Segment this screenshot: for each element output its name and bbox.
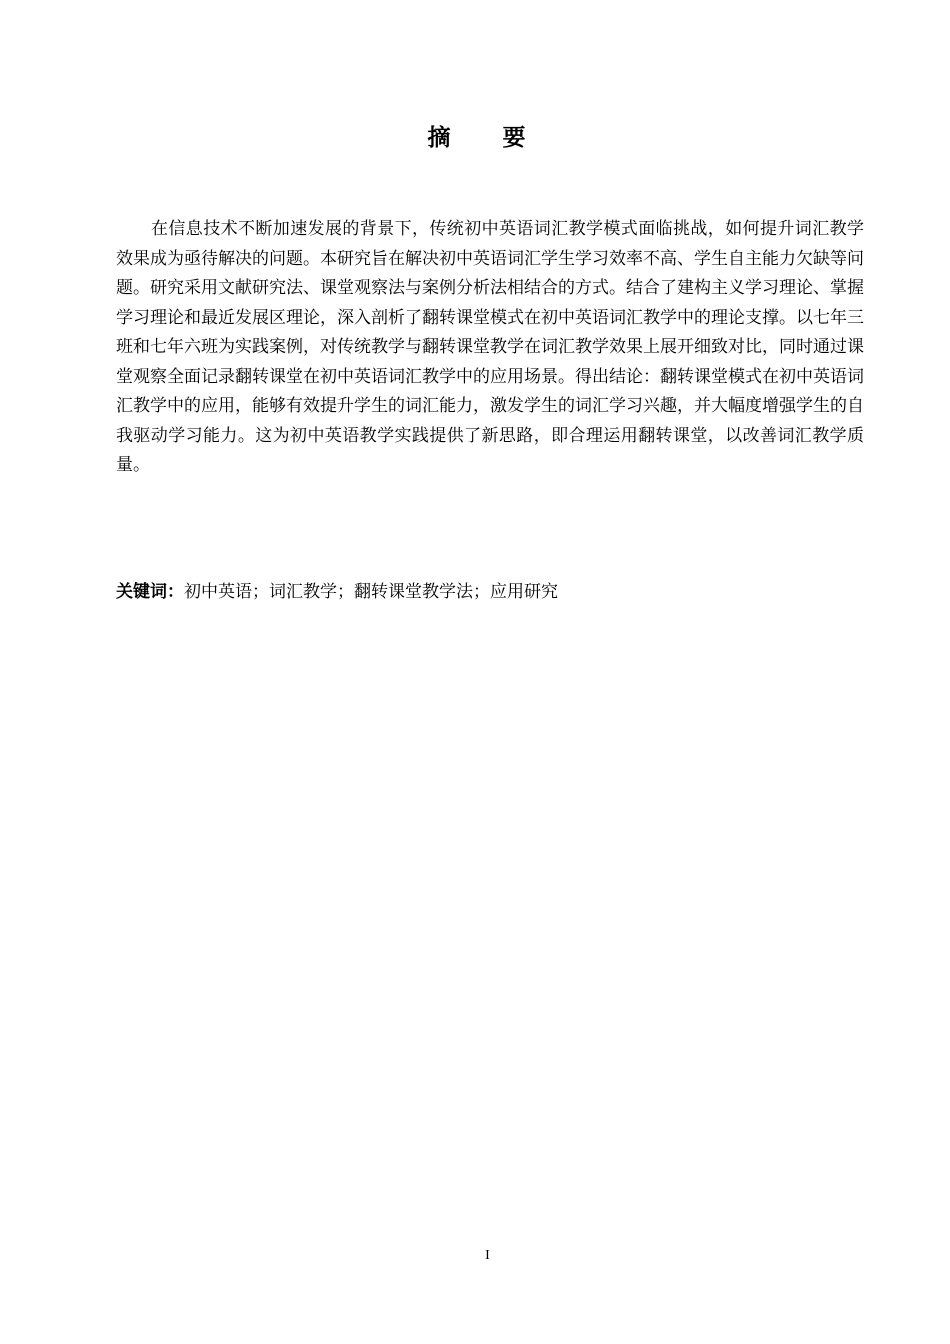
page-title: 摘 要 [427,125,548,151]
page-number: I [485,1248,490,1263]
keywords-line [116,578,864,607]
keywords-list: 初中英语；词汇教学；翻转课堂教学法；应用研究 [184,582,558,602]
abstract-paragraph: 在信息技术不断加速发展的背景下，传统初中英语词汇教学模式面临挑战，如何提升词汇教学效果成为亟待解决的问题。本研究旨在解决初中英语词汇学生学习效率不高、学生自主能力欠缺等问题。研究采用文献研究法、课堂观察法与案例分析法相结合的方式。结合了建构主义学习理论、掌握学习理论和最近发展区理论，深入剖析了翻转课堂模式在初中英语词汇教学中的理论支撑。以七年三班和七年六班为实践案例，对传统教学与翻转课堂教学在词汇教学效果上展开细致对比，同时通过课堂观察全面记录翻转课堂在初中英语词汇教学中的应用场景。得出结论：翻转课堂模式在初中英语词汇教学中的应用，能够有效提升学生的词汇能力，激发学生的词汇学习兴趣，并大幅度增强学生的自我驱动学习能力。这为初中英语教学实践提供了新思路，即合理运用翻转课堂，以改善词汇教学质量。 [116,219,864,475]
keywords-label: 关键词： [116,582,184,602]
